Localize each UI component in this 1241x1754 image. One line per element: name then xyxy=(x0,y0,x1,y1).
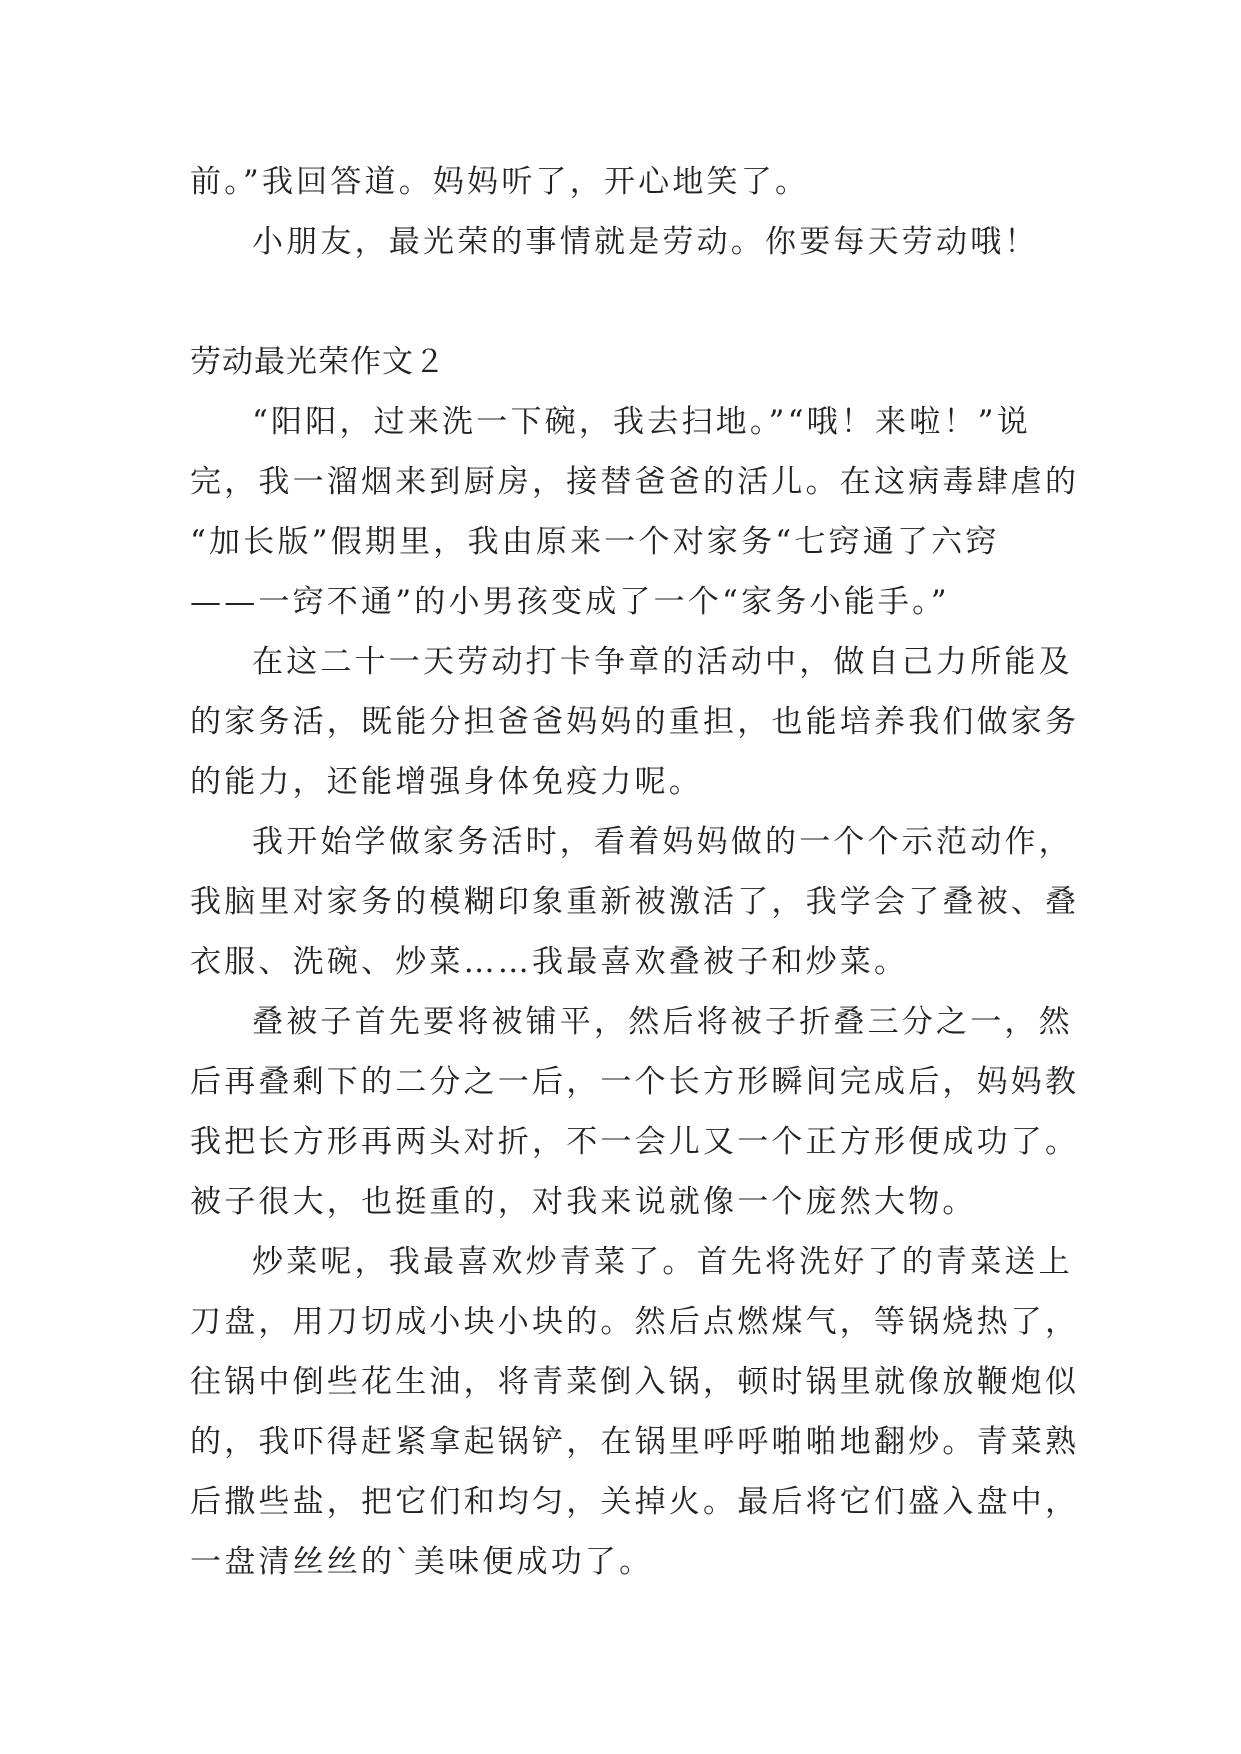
paragraph-line: 衣服、洗碗、炒菜……我最喜欢叠被子和炒菜。 xyxy=(190,944,909,980)
paragraph-line: 完，我一溜烟来到厨房，接替爸爸的活儿。在这病毒肆虐的 xyxy=(190,464,1080,500)
paragraph-line: 小朋友，最光荣的事情就是劳动。你要每天劳动哦！ xyxy=(252,224,1039,260)
paragraph-line: 炒菜呢，我最喜欢炒青菜了。首先将洗好了的青菜送上 xyxy=(252,1244,1073,1280)
paragraph-line: 往锅中倒些花生油，将青菜倒入锅，顿时锅里就像放鞭炮似 xyxy=(190,1364,1080,1400)
paragraph-line: 我脑里对家务的模糊印象重新被激活了，我学会了叠被、叠 xyxy=(190,884,1080,920)
paragraph-line: 后撒些盐，把它们和均匀，关掉火。最后将它们盛入盘中， xyxy=(190,1484,1080,1520)
paragraph-line: 后再叠剩下的二分之一后，一个长方形瞬间完成后，妈妈教 xyxy=(190,1064,1080,1100)
paragraph-line: “阳阳，过来洗一下碗，我去扫地。”“哦！来啦！”说 xyxy=(252,404,1031,440)
paragraph-line: 我开始学做家务活时，看着妈妈做的一个个示范动作， xyxy=(252,824,1073,860)
paragraph-line: 刀盘，用刀切成小块小块的。然后点燃煤气，等锅烧热了， xyxy=(190,1304,1080,1340)
paragraph-line: 前。”我回答道。妈妈听了，开心地笑了。 xyxy=(190,164,810,200)
essay-title: 劳动最光荣作文２ xyxy=(190,344,446,380)
paragraph-line: 在这二十一天劳动打卡争章的活动中，做自己力所能及 xyxy=(252,644,1073,680)
paragraph-line: 的家务活，既能分担爸爸妈妈的重担，也能培养我们做家务 xyxy=(190,704,1080,740)
paragraph-line: 的能力，还能增强身体免疫力呢。 xyxy=(190,764,703,800)
paragraph-line: 一盘清丝丝的`美味便成功了。 xyxy=(190,1544,654,1580)
paragraph-line: ——一窍不通”的小男孩变成了一个“家务小能手。” xyxy=(190,584,950,620)
paragraph-line: “加长版”假期里，我由原来一个对家务“七窍通了六窍 xyxy=(190,524,1000,560)
paragraph-line: 我把长方形再两头对折，不一会儿又一个正方形便成功了。 xyxy=(190,1124,1080,1160)
paragraph-line: 叠被子首先要将被铺平，然后将被子折叠三分之一，然 xyxy=(252,1004,1073,1040)
paragraph-line: 被子很大，也挺重的，对我来说就像一个庞然大物。 xyxy=(190,1184,977,1220)
paragraph-line: 的，我吓得赶紧拿起锅铲，在锅里呼呼啪啪地翻炒。青菜熟 xyxy=(190,1424,1080,1460)
